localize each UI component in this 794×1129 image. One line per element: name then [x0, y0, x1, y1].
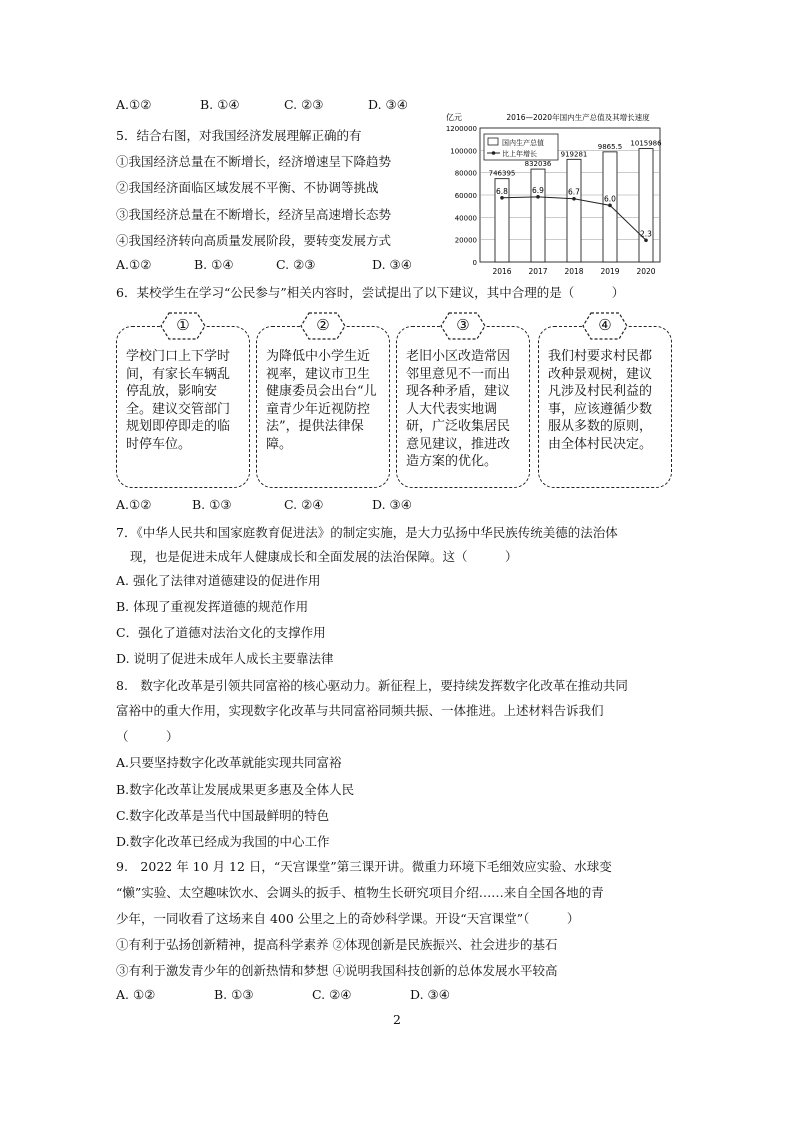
q7-option-d: D. 说明了促进未成年人成长主要靠法律 [116, 651, 334, 666]
q9-option-a: A. ①② [116, 987, 156, 1002]
card-number: ① [176, 316, 190, 334]
q8-option-b: B.数字化改革让发展成果更多惠及全体人民 [116, 782, 355, 797]
y-tick-label: 60000 [454, 192, 477, 200]
growth-value-label: 2.3 [640, 229, 652, 239]
suggestion-card-1 [116, 312, 250, 488]
q4-option-b: B. ①④ [200, 97, 240, 112]
x-tick-label: 2018 [564, 267, 584, 276]
q4-option-d: D. ③④ [368, 97, 408, 112]
growth-point [500, 196, 504, 200]
legend-line-label: 比上年增长 [502, 150, 537, 158]
q6-options [116, 497, 412, 512]
q7-option-b: B. 体现了重视发挥道德的规范作用 [116, 599, 309, 614]
x-tick-label: 2017 [528, 267, 548, 276]
card-number: ③ [456, 316, 470, 334]
card-number-badge [440, 312, 486, 340]
growth-value-label: 6.8 [496, 186, 508, 196]
q9-options [116, 987, 450, 1002]
q6-option-a: A.①② [116, 497, 152, 512]
legend-line-marker [492, 151, 496, 155]
growth-point [536, 195, 540, 199]
suggestion-card-2 [256, 312, 390, 488]
q5-statement-4: ④我国经济转向高质量发展阶段，要转变发展方式 [116, 233, 392, 248]
gdp-chart-svg [444, 106, 680, 276]
q6-option-d: D. ③④ [372, 497, 412, 512]
growth-value-label: 6.9 [532, 185, 544, 195]
q4-option-a: A.①② [116, 97, 152, 112]
chart-unit-label: 亿元 [446, 113, 462, 122]
q9-stem-line-3: 少年，一同收看了这场来自 400 公里之上的奇妙科学课。开设“天宫课堂”（ ） [116, 911, 580, 926]
q6-option-b: B. ①③ [192, 497, 232, 512]
q8-stem-line-3: （ ） [116, 729, 179, 744]
q4-options [116, 97, 408, 112]
gdp-bar [639, 149, 653, 262]
q9-stem-line-2: “懒”实验、太空趣味饮水、会调头的扳手、植物生长研究项目介绍……来自全国各地的青 [116, 885, 604, 900]
chart-legend [484, 134, 558, 160]
q8-stem-line-2: 富裕中的重大作用，实现数字化改革与共同富裕同频共振、一体推进。上述材料告诉我们 [116, 703, 604, 718]
q5-statement-2: ②我国经济面临区域发展不平衡、不协调等挑战 [116, 180, 379, 195]
q5-stem: 5．结合右图，对我国经济发展理解正确的有 [116, 128, 362, 143]
card-text: 老旧小区改造常因邻里意见不一而出现各种矛盾，建议人大代表实地调研，广泛收集居民意见建议，推进改造方案的优化。 [406, 349, 511, 469]
y-tick-label: 100000 [450, 147, 477, 156]
gdp-bar [531, 169, 545, 262]
q5-options [116, 257, 412, 272]
bar-value-label: 832036 [524, 160, 552, 169]
y-tick-label: 20000 [454, 236, 477, 245]
legend-bar-label: 国内生产总值 [502, 139, 544, 147]
growth-point [644, 238, 648, 242]
q8-option-d: D.数字化改革已经成为我国的中心工作 [116, 834, 330, 849]
card-number-badge [582, 312, 628, 340]
y-tick-label: 1200000 [445, 125, 477, 133]
chart-title: 2016—2020年国内生产总值及其增长速度 [506, 113, 650, 122]
q7-stem-line-2: 现，也是促进未成年人健康成长和全面发展的法治保障。这（ ） [130, 549, 518, 564]
y-tick-label: 80000 [454, 169, 477, 178]
q9-statements-line-1: ①有利于弘扬创新精神，提高科学素养 ②体现创新是民族振兴、社会进步的基石 [116, 937, 558, 952]
q9-stem-line-1: 9. 2022 年 10 月 12 日，“天宫课堂”第三课开讲。微重力环境下毛细效应实验、水球变 [116, 859, 612, 874]
y-tick-label: 0 [472, 259, 477, 267]
gdp-bar [567, 159, 581, 262]
q8-option-c: C.数字化改革是当代中国最鲜明的特色 [116, 808, 330, 823]
q7-option-a: A. 强化了法律对道德建设的促进作用 [116, 573, 321, 588]
q4-option-c: C. ②③ [284, 97, 324, 112]
growth-point [608, 204, 612, 208]
card-number: ② [316, 316, 330, 334]
q7-stem-line-1: 7．《中华人民共和国家庭教育促进法》的制定实施，是大力弘扬中华民族传统美德的法治体 [116, 525, 618, 540]
card-text: 为降低中小学生近视率，建议市卫生健康委员会出台“儿童青少年近视防控法”，提供法律保障。 [266, 349, 377, 452]
gdp-chart [444, 106, 680, 276]
q8-option-a: A.只要坚持数字化改革就能实现共同富裕 [116, 755, 342, 770]
growth-value-label: 6.7 [568, 187, 580, 197]
card-text: 学校门口上下学时间，有家长车辆乱停乱放，影响安全。建议交管部门规划即停即走的临时停车位。 [126, 349, 231, 452]
q5-option-c: C. ②③ [276, 257, 316, 272]
q5-option-b: B. ①④ [194, 257, 234, 272]
q6-stem: 6．某校学生在学习“公民参与”相关内容时，尝试提出了以下建议，其中合理的是（ ） [116, 285, 625, 300]
q7-option-c: C．强化了道德对法治文化的支撑作用 [116, 625, 326, 640]
q5-option-a: A.①② [116, 257, 152, 272]
q9-option-c: C. ②④ [312, 987, 352, 1002]
q8-stem-line-1: 8. 数字化改革是引领共同富裕的核心驱动力。新征程上，要持续发挥数字化改革在推动共同 [116, 678, 628, 693]
y-tick-label: 40000 [454, 214, 477, 223]
bar-value-label: 9865.5 [597, 142, 623, 151]
legend-bar-swatch [488, 138, 498, 145]
card-text: 我们村要求村民都改种景观树，建议凡涉及村民利益的事，应该遵循少数服从多数的原则，由全体村民决定。 [548, 349, 653, 452]
growth-value-label: 6.0 [604, 194, 616, 204]
card-number: ④ [598, 316, 612, 334]
bar-value-label: 746395 [488, 169, 516, 178]
card-number-badge [300, 312, 346, 340]
x-tick-label: 2020 [636, 267, 656, 276]
q5-statement-1: ①我国经济总量在不断增长，经济增速呈下降趋势 [116, 154, 392, 169]
q6-option-c: C. ②④ [284, 497, 324, 512]
card-number-badge [160, 312, 206, 340]
bar-value-label: 1015986 [630, 139, 662, 148]
q9-statements-line-2: ③有利于激发青少年的创新热情和梦想 ④说明我国科技创新的总体发展水平较高 [116, 963, 558, 978]
bar-value-label: 919281 [560, 150, 588, 159]
x-tick-label: 2016 [492, 267, 512, 276]
q9-option-b: B. ①③ [214, 987, 254, 1002]
q5-option-d: D. ③④ [372, 257, 412, 272]
suggestion-card-4 [538, 312, 672, 488]
growth-point [572, 197, 576, 201]
q5-statement-3: ③我国经济总量在不断增长，经济呈高速增长态势 [116, 207, 392, 222]
q9-option-d: D. ③④ [410, 987, 450, 1002]
suggestion-card-3 [396, 312, 530, 488]
x-tick-label: 2019 [600, 267, 620, 276]
page-number: 2 [393, 1012, 401, 1027]
